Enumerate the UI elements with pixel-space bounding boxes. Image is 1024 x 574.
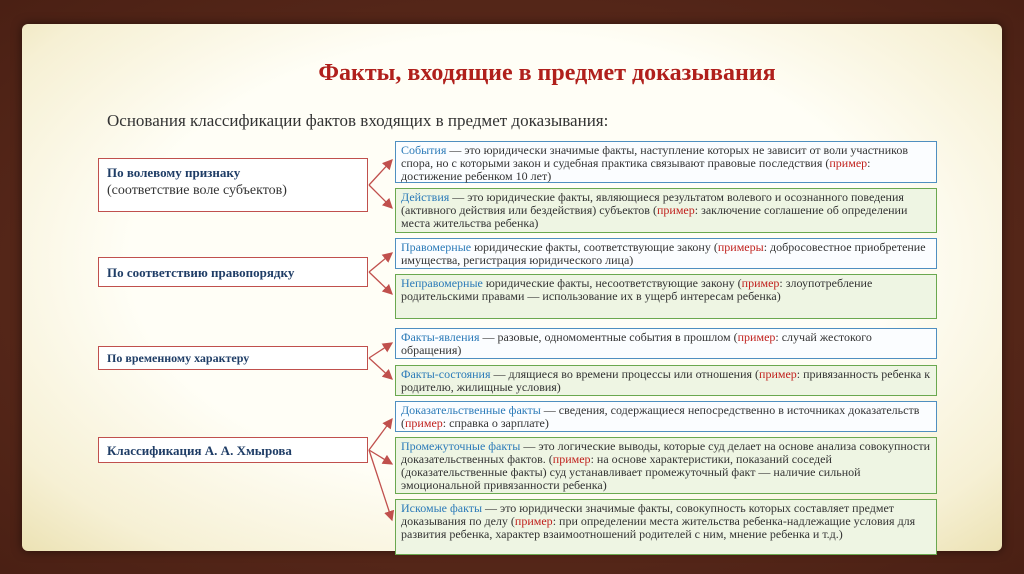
fact-box-lawful <box>395 238 937 269</box>
example-text: : справка о зарплате) <box>442 416 549 430</box>
example-label: пример <box>759 367 797 381</box>
description: — длящиеся во времени процессы или отношения ( <box>490 367 760 381</box>
description: юридические факты, соответствующие закону ( <box>471 240 718 254</box>
arrow-line <box>369 160 392 185</box>
fact-box-states <box>395 365 937 396</box>
term: Промежуточные факты <box>401 439 521 453</box>
term: События <box>401 143 447 157</box>
example-text: : добросовестное приобретение имущества, регистрация юридического лица) <box>401 240 926 267</box>
arrow-line <box>369 185 392 208</box>
category-label: Классификация А. А. Хмырова <box>107 443 292 458</box>
example-label: пример <box>656 203 695 217</box>
example-text: : случай жестокого обращения) <box>401 330 872 357</box>
fact-box-intermediate <box>395 437 937 494</box>
arrow-line <box>369 450 392 520</box>
fact-box-sought <box>395 499 937 555</box>
description: — это юридически значимые факты, совокупность которых составляет предмет доказывания по делу ( <box>401 501 895 528</box>
example-label: пример <box>552 452 591 466</box>
fact-box-evidentiary <box>395 401 937 432</box>
description: — это логические выводы, которые суд делает на основе анализа совокупности доказательственных фактов. ( <box>401 439 931 466</box>
description: — это юридически значимые факты, наступление которых не зависит от воли участников спора, но с которыми закон и судебная практика связывают правовые последствия ( <box>401 143 909 170</box>
example-text: : заключение соглашение об определении места жительства ребенка) <box>401 203 908 230</box>
example-text: : привязанность ребенка к родителю, жилищные условия) <box>401 367 931 394</box>
example-text: : достижение ребенком 10 лет) <box>401 156 871 183</box>
arrow-line <box>369 419 392 450</box>
fact-box-unlawful <box>395 274 937 319</box>
category-label: По волевому признаку <box>107 165 241 180</box>
example-label: пример <box>405 416 443 430</box>
example-text: : при определении места жительства ребенка-надлежащие условия для развития ребенка, характер взаимоотношений родителей с ним, мнение ребенка и т.д.) <box>401 514 916 541</box>
term: Факты-состояния <box>401 367 491 381</box>
fact-box-actions <box>395 188 937 233</box>
description: юридические факты, несоответствующие закону ( <box>482 276 742 290</box>
example-label: пример <box>737 330 776 344</box>
description: — сведения, содержащиеся непосредственно в источниках доказательств ( <box>401 403 920 430</box>
term: Факты-явления <box>401 330 480 344</box>
arrow-line <box>369 358 392 379</box>
term: Действия <box>401 190 450 204</box>
term: Искомые факты <box>401 501 483 515</box>
arrow-line <box>369 343 392 358</box>
arrow-line <box>369 272 392 294</box>
term: Неправомерные <box>401 276 483 290</box>
description: — это юридические факты, являющиеся результатом волевого и осознанного поведения (активного действия или бездействия) субъектов ( <box>401 190 904 217</box>
category-label: По временному характеру <box>107 351 250 365</box>
example-text: : на основе характеристики, показаний соседей (доказательственные факты) суд устанавливает промежуточный факт — наличие сильной эмоциональной привязанности ребенка) <box>401 452 861 492</box>
category-label: По соответствию правопорядку <box>107 265 295 280</box>
term: Доказательственные факты <box>401 403 541 417</box>
fact-box-events <box>395 141 937 183</box>
example-text: : злоупотребление родительскими правами — использование их в ущерб интересам ребенка) <box>401 276 873 303</box>
example-label: пример <box>741 276 780 290</box>
example-label: пример <box>514 514 553 528</box>
category-sublabel: (соответствие воле субъектов) <box>107 183 287 198</box>
subtitle: Основания классификации фактов входящих в предмет доказывания: <box>107 111 609 130</box>
page-title: Факты, входящие в предмет доказывания <box>318 60 776 86</box>
example-label: пример <box>829 156 868 170</box>
description: — разовые, одномоментные события в прошлом ( <box>479 330 738 344</box>
fact-box-phenomena <box>395 328 937 359</box>
term: Правомерные <box>401 240 472 254</box>
example-label: примеры <box>717 240 764 254</box>
arrow-line <box>369 253 392 272</box>
